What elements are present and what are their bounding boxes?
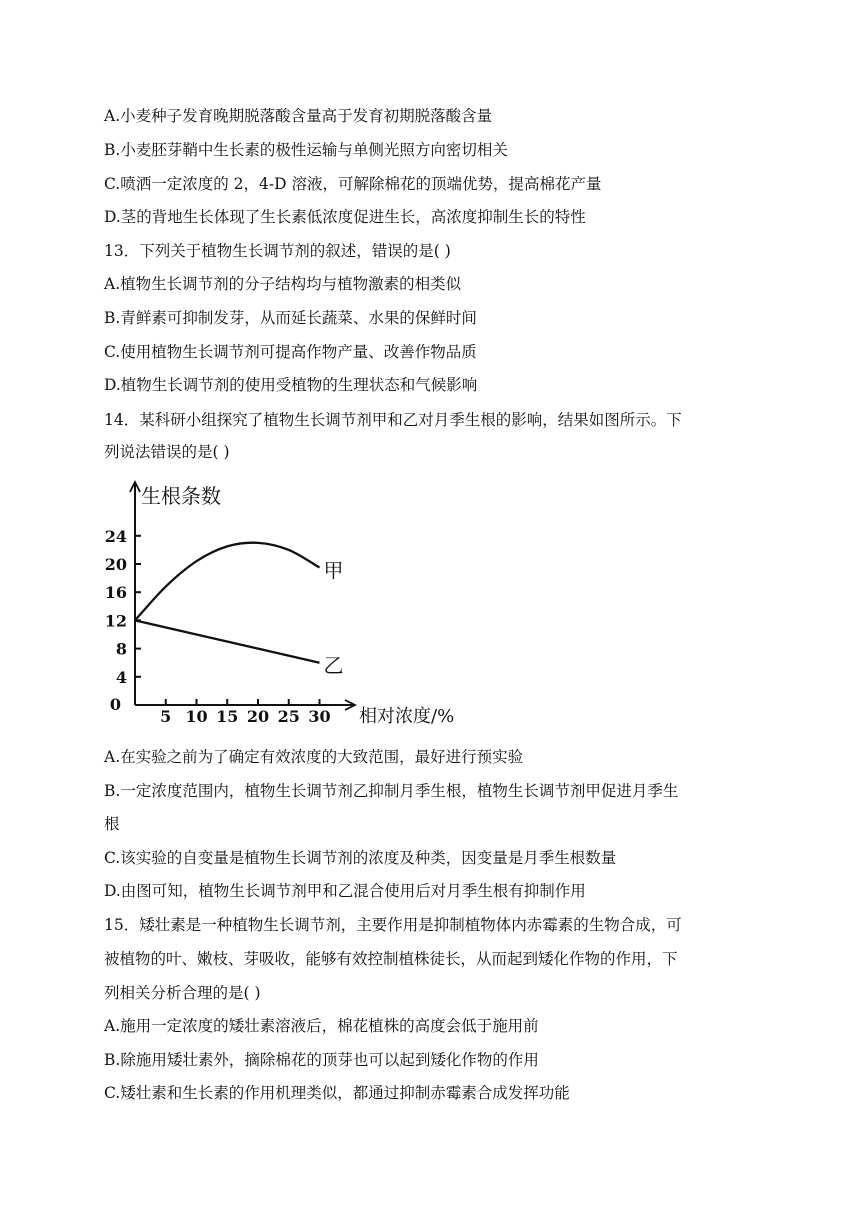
q15-stem-line-3: 列相关分析合理的是( ) bbox=[104, 984, 261, 1002]
q12-option-a: A.小麦种子发育晚期脱落酸含量高于发育初期脱落酸含量 bbox=[104, 107, 493, 125]
q12-option-c: C.喷洒一定浓度的 2，4-D 溶液，可解除棉花的顶端优势，提高棉花产量 bbox=[104, 175, 602, 193]
x-tick-label: 15 bbox=[216, 707, 239, 726]
q14-stem-line-2: 列说法错误的是( ) bbox=[104, 443, 230, 461]
q14-stem-line-1: 14．某科研小组探究了植物生长调节剂甲和乙对月季生根的影响，结果如图所示。下 bbox=[104, 411, 682, 429]
y-tick-label: 12 bbox=[104, 611, 127, 631]
y-tick-label: 4 bbox=[115, 667, 127, 687]
y-tick-label: 16 bbox=[104, 583, 127, 603]
q12-option-d: D.茎的背地生长体现了生长素低浓度促进生长，高浓度抑制生长的特性 bbox=[104, 208, 586, 226]
q12-option-b: B.小麦胚芽鞘中生长素的极性运输与单侧光照方向密切相关 bbox=[104, 141, 508, 159]
y-tick-label: 20 bbox=[104, 555, 127, 574]
q15-option-c: C.矮壮素和生长素的作用机理类似，都通过抑制赤霉素合成发挥功能 bbox=[104, 1084, 570, 1102]
q14-option-c: C.该实验的自变量是植物生长调节剂的浓度及种类，因变量是月季生根数量 bbox=[104, 849, 617, 867]
x-tick-label: 25 bbox=[277, 707, 300, 726]
series-label-yi: 乙 bbox=[323, 653, 344, 678]
series-line-yi bbox=[135, 620, 320, 662]
q13-option-b: B.青鲜素可抑制发芽，从而延长蔬菜、水果的保鲜时间 bbox=[104, 309, 477, 327]
q15-stem-line-1: 15．矮壮素是一种植物生长调节剂，主要作用是抑制植物体内赤霉素的生物合成，可 bbox=[104, 916, 682, 934]
q13-option-a: A.植物生长调节剂的分子结构均与植物激素的相类似 bbox=[104, 275, 462, 293]
q14-option-a: A.在实验之前为了确定有效浓度的大致范围，最好进行预实验 bbox=[104, 748, 524, 766]
q15-option-a: A.施用一定浓度的矮壮素溶液后，棉花植株的高度会低于施用前 bbox=[104, 1017, 539, 1035]
q13-stem: 13．下列关于植物生长调节剂的叙述，错误的是( ) bbox=[104, 242, 451, 260]
x-tick-label: 20 bbox=[246, 707, 270, 726]
y-tick-label: 24 bbox=[104, 526, 127, 546]
x-axis-label: 相对浓度/% bbox=[359, 706, 455, 726]
x-tick-label: 30 bbox=[308, 707, 331, 726]
y-axis-label: 生根条数 bbox=[141, 484, 221, 508]
y-tick-label: 8 bbox=[115, 639, 127, 659]
q14-option-b-cont: 根 bbox=[104, 815, 120, 833]
series-line-jia bbox=[135, 543, 320, 621]
q15-option-b: B.除施用矮壮素外，摘除棉花的顶芽也可以起到矮化作物的作用 bbox=[104, 1051, 539, 1069]
q13-option-d: D.植物生长调节剂的使用受植物的生理状态和气候影响 bbox=[104, 376, 478, 394]
q14-option-b: B.一定浓度范围内，植物生长调节剂乙抑制月季生根，植物生长调节剂甲促进月季生 bbox=[104, 782, 679, 800]
origin-label: 0 bbox=[109, 695, 121, 714]
x-tick-label: 5 bbox=[160, 707, 172, 726]
q15-stem-line-2: 被植物的叶、嫩枝、芽吸收，能够有效控制植株徒长，从而起到矮化作物的作用，下 bbox=[104, 950, 678, 968]
q14-option-d: D.由图可知，植物生长调节剂甲和乙混合使用后对月季生根有抑制作用 bbox=[104, 882, 586, 900]
series-label-jia: 甲 bbox=[323, 558, 344, 583]
q13-option-c: C.使用植物生长调节剂可提高作物产量、改善作物品质 bbox=[104, 343, 477, 361]
rooting-chart bbox=[104, 476, 484, 726]
chart-axes bbox=[105, 482, 454, 726]
chart-marks bbox=[135, 543, 344, 678]
x-tick-label: 10 bbox=[185, 707, 208, 726]
